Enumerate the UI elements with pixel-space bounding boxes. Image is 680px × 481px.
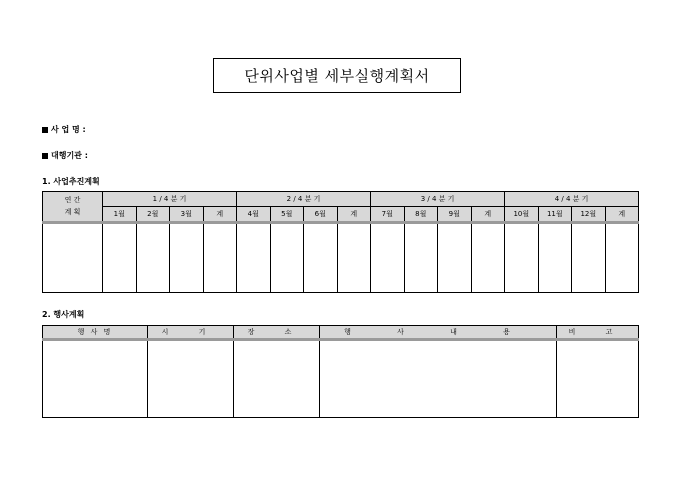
plan-cell <box>304 223 338 293</box>
annual-label-line2: 계 획 <box>64 208 81 216</box>
event-header-row <box>43 326 639 340</box>
plan-cell <box>605 223 639 293</box>
month-header-row <box>43 207 639 223</box>
plan-body-row <box>43 223 639 293</box>
subtotal-header: 계 <box>471 207 505 223</box>
plan-cell <box>572 223 606 293</box>
subtotal-header: 계 <box>337 207 371 223</box>
bullet-square-icon <box>42 127 48 133</box>
plan-cell <box>337 223 371 293</box>
subtotal-header: 계 <box>203 207 237 223</box>
bullet-square-icon <box>42 153 48 159</box>
plan-cell <box>237 223 271 293</box>
section2-title: 2. 행사계획 <box>42 310 85 319</box>
event-cell <box>148 340 234 418</box>
event-cell <box>234 340 320 418</box>
month-header: 4월 <box>237 207 271 223</box>
quarter-header-row <box>43 192 639 207</box>
plan-cell <box>538 223 572 293</box>
plan-cell <box>471 223 505 293</box>
event-period-header: 시 기 <box>148 326 234 340</box>
event-body-row <box>43 340 639 418</box>
month-header: 7월 <box>371 207 405 223</box>
quarter-header: 4 / 4 분 기 <box>505 192 639 207</box>
month-header: 12월 <box>572 207 606 223</box>
plan-cell <box>203 223 237 293</box>
event-place-header: 장 소 <box>234 326 320 340</box>
event-content-header: 행 사 내 용 <box>320 326 557 340</box>
plan-cell <box>136 223 170 293</box>
annual-label-line1: 연 간 <box>64 196 81 204</box>
plan-cell <box>505 223 539 293</box>
month-header: 10월 <box>505 207 539 223</box>
month-header: 2월 <box>136 207 170 223</box>
plan-cell <box>404 223 438 293</box>
plan-cell <box>270 223 304 293</box>
event-cell <box>320 340 557 418</box>
business-name-field <box>42 124 86 135</box>
quarter-header: 1 / 4 분 기 <box>103 192 237 207</box>
month-header: 11월 <box>538 207 572 223</box>
quarter-header: 3 / 4 분 기 <box>371 192 505 207</box>
month-header: 8월 <box>404 207 438 223</box>
event-cell <box>43 340 148 418</box>
subtotal-header: 계 <box>605 207 639 223</box>
lead-agency-label: 대행기관 : <box>51 151 88 160</box>
event-name-header: 행 사 명 <box>43 326 148 340</box>
plan-cell <box>438 223 472 293</box>
quarter-header: 2 / 4 분 기 <box>237 192 371 207</box>
month-header: 5월 <box>270 207 304 223</box>
annual-plan-header <box>43 192 103 223</box>
section1-title: 1. 사업추진계획 <box>42 177 100 186</box>
business-plan-table <box>42 191 639 293</box>
month-header: 9월 <box>438 207 472 223</box>
month-header: 3월 <box>170 207 204 223</box>
month-header: 1월 <box>103 207 137 223</box>
lead-agency-field <box>42 150 88 161</box>
event-cell <box>557 340 639 418</box>
plan-cell <box>371 223 405 293</box>
business-name-label: 사 업 명 : <box>51 125 86 134</box>
plan-cell <box>43 223 103 293</box>
plan-cell <box>170 223 204 293</box>
month-header: 6월 <box>304 207 338 223</box>
document-title: 단위사업별 세부실행계획서 <box>213 58 461 93</box>
event-plan-table <box>42 325 639 418</box>
event-note-header: 비 고 <box>557 326 639 340</box>
plan-cell <box>103 223 137 293</box>
